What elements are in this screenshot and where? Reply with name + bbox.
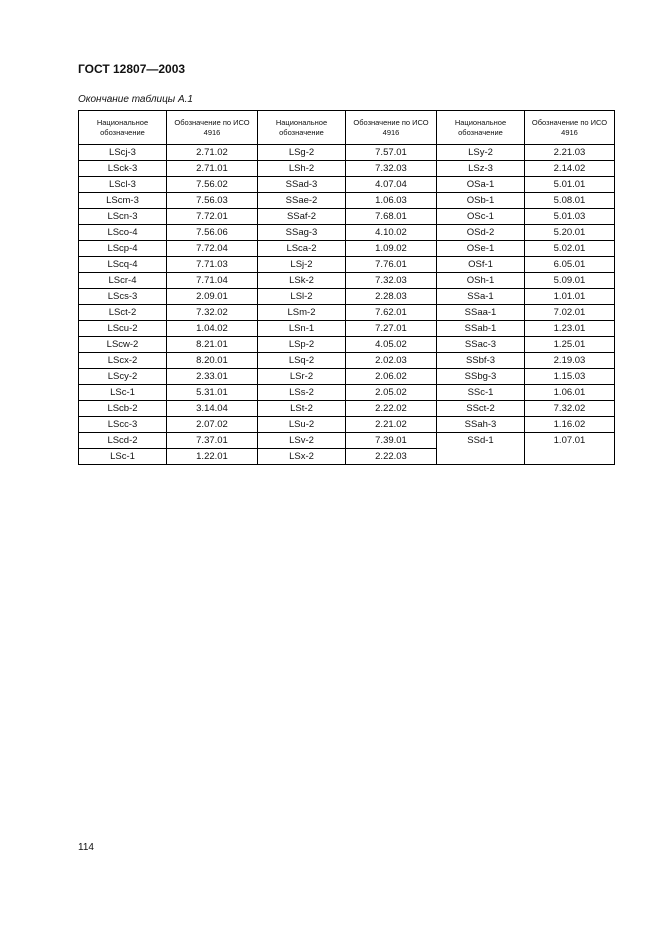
iso-designation-cell: 4.07.04 [346, 177, 437, 193]
column-header: Обозначение по ИСО 4916 [346, 111, 437, 145]
iso-designation-cell: 4.05.02 [346, 337, 437, 353]
iso-designation-cell: 5.08.01 [525, 193, 615, 209]
iso-designation-cell: 8.20.01 [167, 353, 258, 369]
national-designation-cell: LSck-3 [79, 161, 167, 177]
iso-designation-cell: 7.27.01 [346, 321, 437, 337]
iso-designation-cell: 5.02.01 [525, 241, 615, 257]
national-designation-cell: OSh-1 [437, 273, 525, 289]
national-designation-cell: SSag-3 [258, 225, 346, 241]
national-designation-cell: SSd-1 [437, 433, 525, 465]
national-designation-cell: LScu-2 [79, 321, 167, 337]
national-designation-cell: OSa-1 [437, 177, 525, 193]
national-designation-cell: SSad-3 [258, 177, 346, 193]
national-designation-cell: LSg-2 [258, 145, 346, 161]
table-row [79, 369, 615, 385]
table-row [79, 433, 615, 449]
iso-designation-cell: 2.02.03 [346, 353, 437, 369]
table-row [79, 209, 615, 225]
column-header: Национальное обозначение [437, 111, 525, 145]
iso-designation-cell: 7.56.03 [167, 193, 258, 209]
national-designation-cell: LScj-3 [79, 145, 167, 161]
national-designation-cell: SSae-2 [258, 193, 346, 209]
designation-table [78, 110, 615, 465]
iso-designation-cell: 5.01.01 [525, 177, 615, 193]
national-designation-cell: LScx-2 [79, 353, 167, 369]
iso-designation-cell: 2.09.01 [167, 289, 258, 305]
column-header: Национальное обозначение [79, 111, 167, 145]
column-header: Обозначение по ИСО 4916 [525, 111, 615, 145]
table-row [79, 161, 615, 177]
national-designation-cell: LSn-1 [258, 321, 346, 337]
national-designation-cell: SSaa-1 [437, 305, 525, 321]
national-designation-cell: LSca-2 [258, 241, 346, 257]
iso-designation-cell: 7.56.06 [167, 225, 258, 241]
iso-designation-cell: 7.57.01 [346, 145, 437, 161]
iso-designation-cell: 2.21.03 [525, 145, 615, 161]
column-header: Национальное обозначение [258, 111, 346, 145]
table-row [79, 417, 615, 433]
national-designation-cell: LSco-4 [79, 225, 167, 241]
iso-designation-cell: 7.71.04 [167, 273, 258, 289]
national-designation-cell: LSm-2 [258, 305, 346, 321]
national-designation-cell: LSp-2 [258, 337, 346, 353]
iso-designation-cell: 2.06.02 [346, 369, 437, 385]
iso-designation-cell: 6.05.01 [525, 257, 615, 273]
document-code: ГОСТ 12807—2003 [78, 62, 186, 76]
iso-designation-cell: 2.33.01 [167, 369, 258, 385]
iso-designation-cell: 2.22.02 [346, 401, 437, 417]
national-designation-cell: OSe-1 [437, 241, 525, 257]
national-designation-cell: LScs-3 [79, 289, 167, 305]
table-row [79, 257, 615, 273]
table-header-row [79, 111, 615, 145]
national-designation-cell: OSf-1 [437, 257, 525, 273]
iso-designation-cell: 7.32.02 [525, 401, 615, 417]
iso-designation-cell: 1.15.03 [525, 369, 615, 385]
national-designation-cell: LSu-2 [258, 417, 346, 433]
iso-designation-cell: 1.09.02 [346, 241, 437, 257]
national-designation-cell: LSt-2 [258, 401, 346, 417]
national-designation-cell: LSz-3 [437, 161, 525, 177]
national-designation-cell: LScc-3 [79, 417, 167, 433]
table-row [79, 289, 615, 305]
national-designation-cell: LSl-2 [258, 289, 346, 305]
iso-designation-cell: 1.01.01 [525, 289, 615, 305]
national-designation-cell: LScw-2 [79, 337, 167, 353]
national-designation-cell: LSx-2 [258, 449, 346, 465]
iso-designation-cell: 2.28.03 [346, 289, 437, 305]
iso-designation-cell: 7.71.03 [167, 257, 258, 273]
national-designation-cell: SSa-1 [437, 289, 525, 305]
iso-designation-cell: 7.37.01 [167, 433, 258, 449]
iso-designation-cell: 7.32.03 [346, 273, 437, 289]
table-row [79, 321, 615, 337]
national-designation-cell: LSs-2 [258, 385, 346, 401]
iso-designation-cell: 5.09.01 [525, 273, 615, 289]
table-row [79, 353, 615, 369]
iso-designation-cell: 7.39.01 [346, 433, 437, 449]
iso-designation-cell: 1.16.02 [525, 417, 615, 433]
iso-designation-cell: 1.23.01 [525, 321, 615, 337]
national-designation-cell: LScr-4 [79, 273, 167, 289]
national-designation-cell: LScm-3 [79, 193, 167, 209]
national-designation-cell: SSab-1 [437, 321, 525, 337]
national-designation-cell: LSk-2 [258, 273, 346, 289]
table-row [79, 401, 615, 417]
iso-designation-cell: 2.71.02 [167, 145, 258, 161]
iso-designation-cell: 3.14.04 [167, 401, 258, 417]
national-designation-cell: SSbg-3 [437, 369, 525, 385]
iso-designation-cell: 1.06.03 [346, 193, 437, 209]
iso-designation-cell: 1.06.01 [525, 385, 615, 401]
iso-designation-cell: 7.62.01 [346, 305, 437, 321]
iso-designation-cell: 2.07.02 [167, 417, 258, 433]
national-designation-cell: LSc-1 [79, 449, 167, 465]
table-row [79, 337, 615, 353]
national-designation-cell: LScp-4 [79, 241, 167, 257]
table-caption: Окончание таблицы А.1 [78, 94, 193, 105]
iso-designation-cell: 7.56.02 [167, 177, 258, 193]
national-designation-cell: LSy-2 [437, 145, 525, 161]
table-row [79, 273, 615, 289]
iso-designation-cell: 7.76.01 [346, 257, 437, 273]
national-designation-cell: SSaf-2 [258, 209, 346, 225]
iso-designation-cell: 5.20.01 [525, 225, 615, 241]
iso-designation-cell: 7.32.02 [167, 305, 258, 321]
iso-designation-cell: 4.10.02 [346, 225, 437, 241]
table-row [79, 385, 615, 401]
national-designation-cell: SSc-1 [437, 385, 525, 401]
iso-designation-cell: 1.04.02 [167, 321, 258, 337]
table-row [79, 305, 615, 321]
national-designation-cell: LScy-2 [79, 369, 167, 385]
iso-designation-cell: 7.02.01 [525, 305, 615, 321]
national-designation-cell: LScl-3 [79, 177, 167, 193]
iso-designation-cell: 2.14.02 [525, 161, 615, 177]
iso-designation-cell: 5.01.03 [525, 209, 615, 225]
national-designation-cell: LSh-2 [258, 161, 346, 177]
table-row [79, 177, 615, 193]
national-designation-cell: LScb-2 [79, 401, 167, 417]
page-number: 114 [78, 842, 94, 853]
national-designation-cell: SSac-3 [437, 337, 525, 353]
table-body [79, 145, 615, 465]
iso-designation-cell: 1.25.01 [525, 337, 615, 353]
national-designation-cell: LSct-2 [79, 305, 167, 321]
national-designation-cell: OSc-1 [437, 209, 525, 225]
national-designation-cell: LScn-3 [79, 209, 167, 225]
national-designation-cell: LScd-2 [79, 433, 167, 449]
table-row [79, 193, 615, 209]
national-designation-cell: SSbf-3 [437, 353, 525, 369]
national-designation-cell: OSb-1 [437, 193, 525, 209]
iso-designation-cell: 2.22.03 [346, 449, 437, 465]
iso-designation-cell: 1.22.01 [167, 449, 258, 465]
iso-designation-cell: 8.21.01 [167, 337, 258, 353]
national-designation-cell: LScq-4 [79, 257, 167, 273]
iso-designation-cell: 7.72.01 [167, 209, 258, 225]
national-designation-cell: LSj-2 [258, 257, 346, 273]
iso-designation-cell: 2.19.03 [525, 353, 615, 369]
table-row [79, 145, 615, 161]
iso-designation-cell: 2.21.02 [346, 417, 437, 433]
national-designation-cell: SSah-3 [437, 417, 525, 433]
national-designation-cell: LSc-1 [79, 385, 167, 401]
iso-designation-cell: 5.31.01 [167, 385, 258, 401]
national-designation-cell: LSr-2 [258, 369, 346, 385]
iso-designation-cell: 7.72.04 [167, 241, 258, 257]
national-designation-cell: LSq-2 [258, 353, 346, 369]
national-designation-cell: LSv-2 [258, 433, 346, 449]
iso-designation-cell: 2.05.02 [346, 385, 437, 401]
table-row [79, 225, 615, 241]
iso-designation-cell: 7.32.03 [346, 161, 437, 177]
national-designation-cell: SSct-2 [437, 401, 525, 417]
national-designation-cell: OSd-2 [437, 225, 525, 241]
iso-designation-cell: 2.71.01 [167, 161, 258, 177]
iso-designation-cell: 7.68.01 [346, 209, 437, 225]
iso-designation-cell: 1.07.01 [525, 433, 615, 465]
table-row [79, 241, 615, 257]
column-header: Обозначение по ИСО 4916 [167, 111, 258, 145]
